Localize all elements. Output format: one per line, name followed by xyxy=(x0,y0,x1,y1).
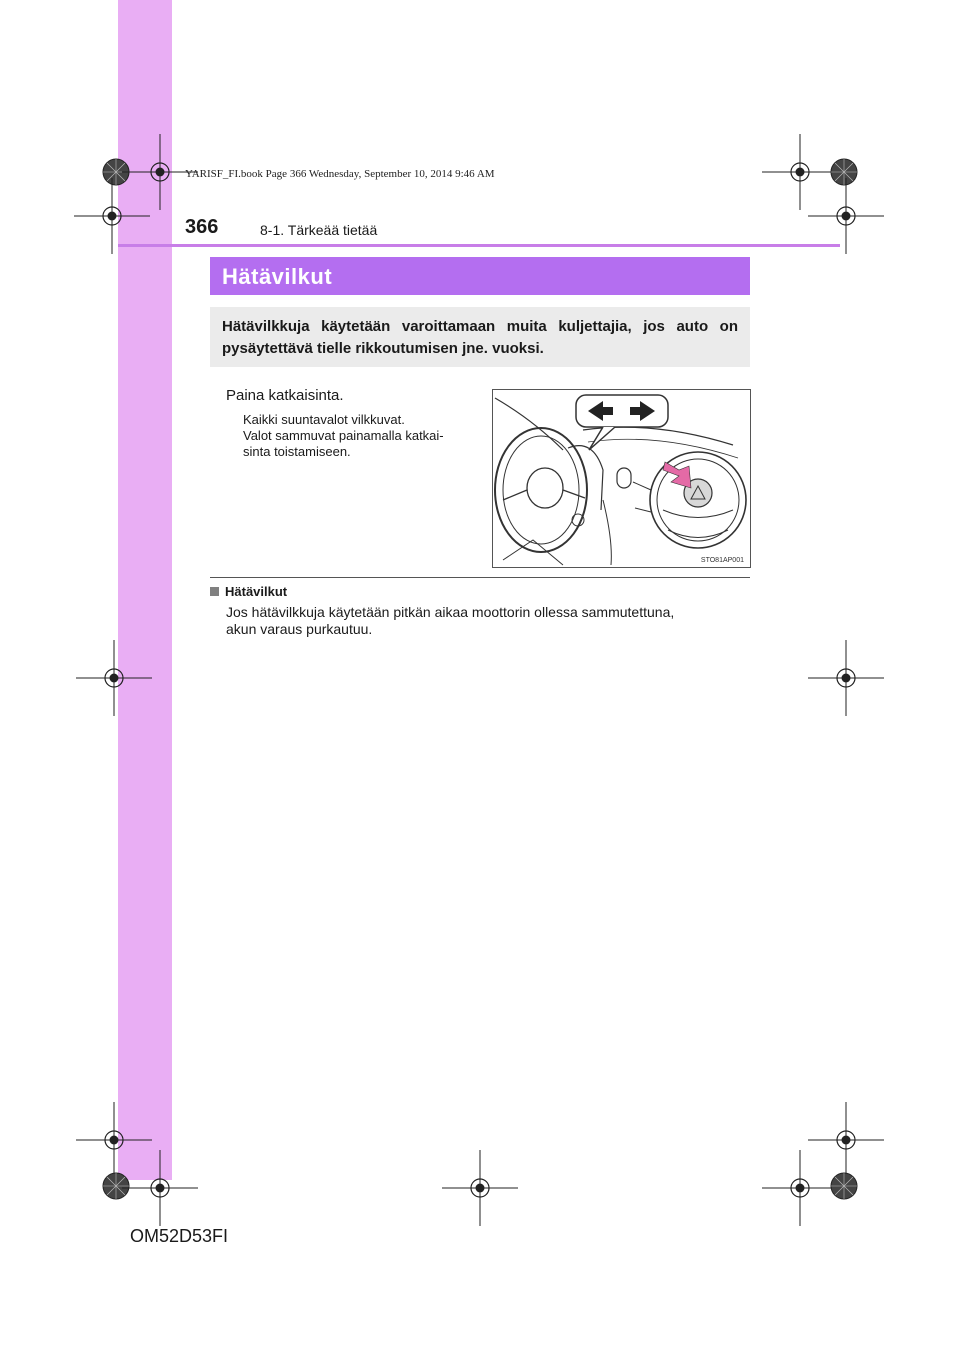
intro-text: Hätävilkkuja käytetään varoittamaan muita kuljettajia, jos auto on pysäytettävä tielle rikkoutumisen jne. vuoksi. xyxy=(222,318,738,357)
crosshair-mark xyxy=(76,1102,152,1178)
page-number: 366 xyxy=(185,216,219,238)
crosshair-mark xyxy=(808,640,884,716)
sunburst-mark-bottom-left xyxy=(103,1173,129,1199)
step-note-line: sinta toistamiseen. xyxy=(243,444,351,459)
sunburst-mark-top-right xyxy=(831,159,857,185)
header-rule xyxy=(118,244,840,247)
hazard-switch-figure xyxy=(492,389,751,568)
crosshair-mark xyxy=(808,1102,884,1178)
step-instruction: Paina katkaisinta. xyxy=(226,387,344,404)
crosshair-mark xyxy=(74,178,150,254)
crosshair-mark xyxy=(76,640,152,716)
step-note-line: Valot sammuvat painamalla katkai- xyxy=(243,428,444,443)
section-title: 8-1. Tärkeää tietää xyxy=(260,222,378,238)
crosshair-mark xyxy=(442,1150,518,1226)
note-heading-text: Hätävilkut xyxy=(225,584,288,599)
figure-code: STO81AP001 xyxy=(700,557,744,564)
title-band xyxy=(210,257,750,295)
hazard-switch-illustration xyxy=(493,390,750,567)
crosshair-mark xyxy=(762,1150,838,1226)
section-divider xyxy=(210,577,750,578)
note-line: akun varaus purkautuu. xyxy=(226,621,373,637)
note-line: Jos hätävilkkuja käytetään pitkän aikaa moottorin ollessa sammutettuna, xyxy=(226,604,675,620)
crosshair-mark xyxy=(762,134,838,210)
book-info-line: YARISF_FI.book Page 366 Wednesday, September 10, 2014 9:46 AM xyxy=(185,168,495,180)
square-bullet-icon xyxy=(210,587,219,596)
sunburst-mark-bottom-right xyxy=(831,1173,857,1199)
document-code: OM52D53FI xyxy=(130,1226,229,1246)
crosshair-mark xyxy=(122,1150,198,1226)
page-title: Hätävilkut xyxy=(222,264,333,289)
step-notes xyxy=(243,412,478,460)
note-heading xyxy=(210,584,287,599)
intro-box xyxy=(210,307,750,367)
step-note-line: Kaikki suuntavalot vilkkuvat. xyxy=(243,412,405,427)
crosshair-mark xyxy=(808,178,884,254)
note-body xyxy=(226,604,748,638)
